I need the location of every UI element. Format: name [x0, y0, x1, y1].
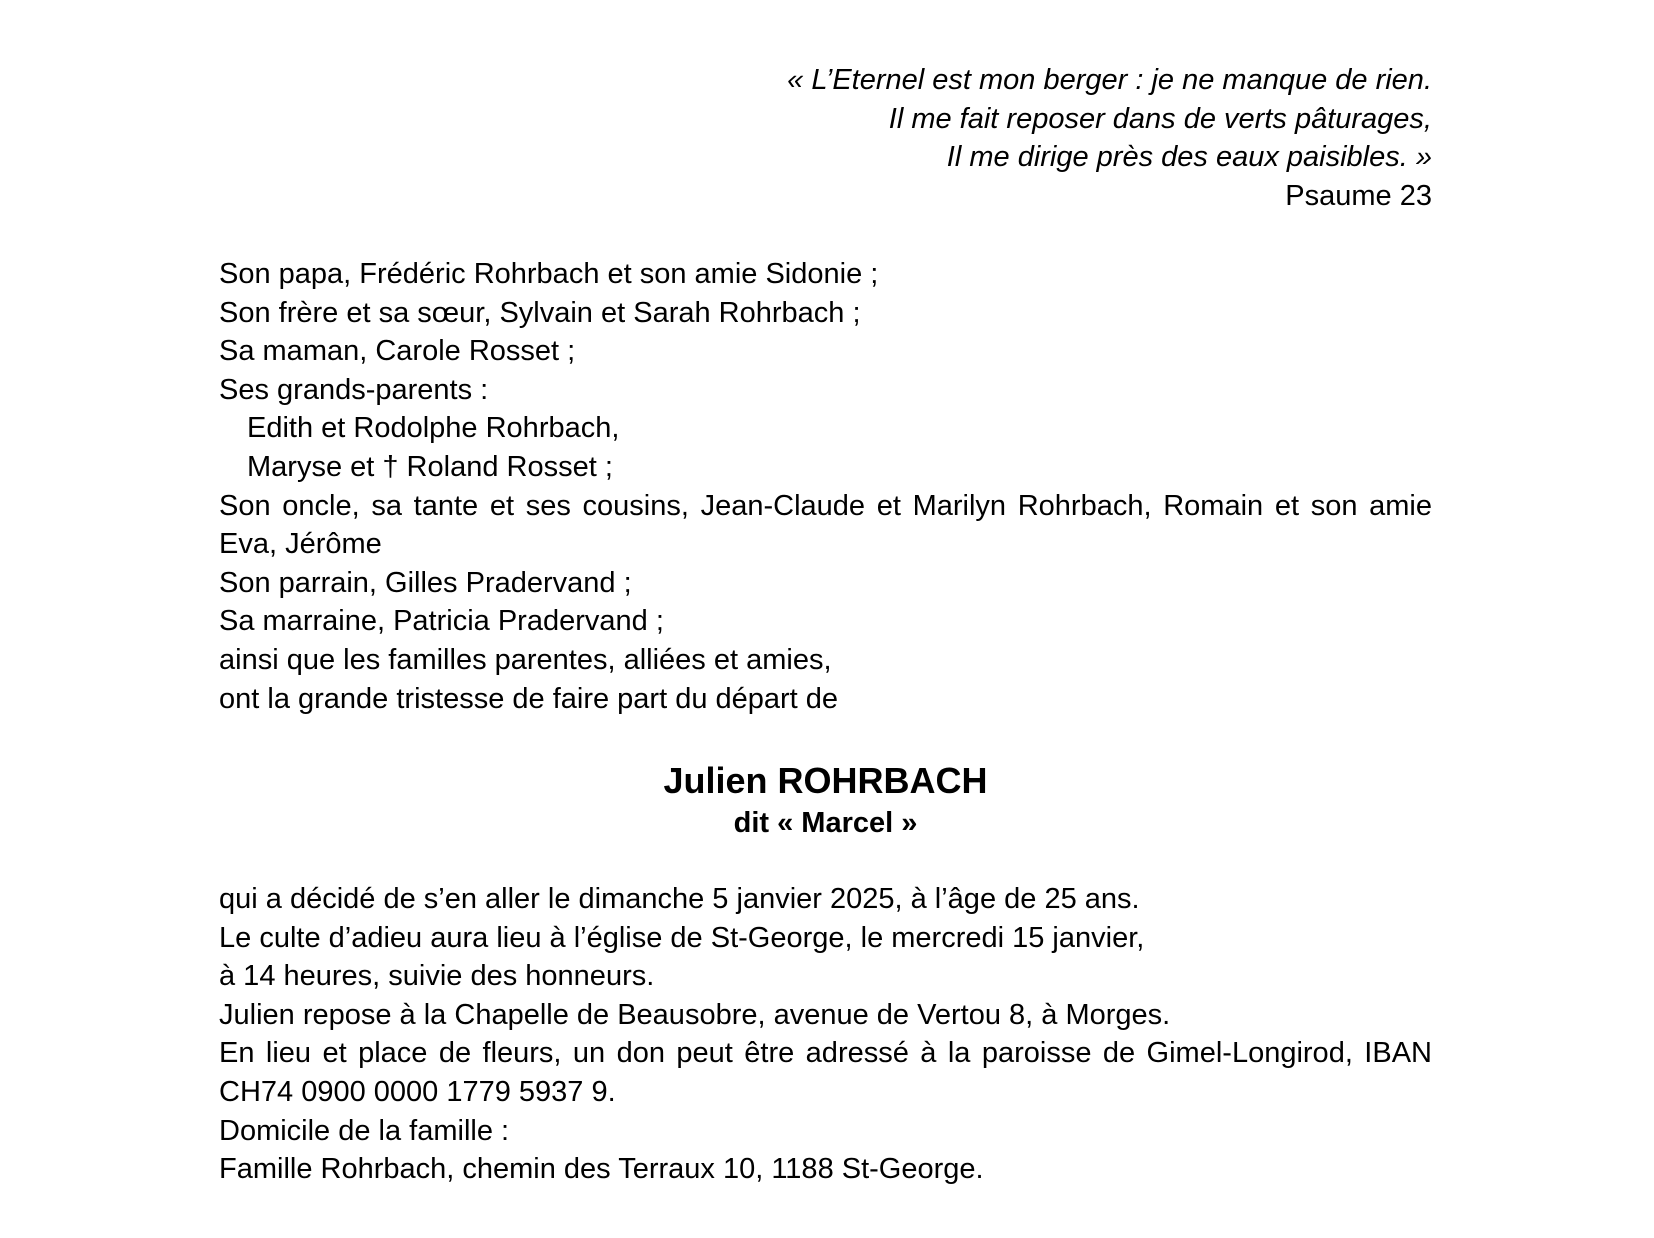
- family-line: Son oncle, sa tante et ses cousins, Jean-Claude et Marilyn Rohrbach, Romain et son amie Eva, Jérôme: [219, 489, 1432, 561]
- family-line: Son parrain, Gilles Pradervand ;: [219, 566, 632, 599]
- deceased-nickname: dit « Marcel »: [733, 807, 918, 839]
- epigraph-verse: Il me dirige près des eaux paisibles. »: [946, 141, 1432, 174]
- family-line: Son frère et sa sœur, Sylvain et Sarah Rohrbach ;: [219, 296, 861, 329]
- detail-line: Le culte d’adieu aura lieu à l’église de St-George, le mercredi 15 janvier,: [219, 921, 1145, 954]
- family-line: ont la grande tristesse de faire part du départ de: [219, 682, 839, 715]
- detail-line: à 14 heures, suivie des honneurs.: [219, 960, 655, 993]
- detail-line: Julien repose à la Chapelle de Beausobre, avenue de Vertou 8, à Morges.: [219, 998, 1171, 1031]
- epigraph-reference: Psaume 23: [1285, 179, 1432, 212]
- detail-line: Famille Rohrbach, chemin des Terraux 10, 1188 St-George.: [219, 1153, 984, 1186]
- psalm-epigraph: [219, 61, 1432, 215]
- epigraph-verse: Il me fait reposer dans de verts pâturages,: [888, 102, 1432, 135]
- family-line: Edith et Rodolphe Rohrbach,: [247, 412, 620, 445]
- epigraph-verse: « L’Eternel est mon berger : je ne manque de rien.: [787, 64, 1432, 96]
- service-details: [219, 880, 1432, 1189]
- detail-line: Domicile de la famille :: [219, 1114, 510, 1147]
- family-line: Maryse et † Roland Rosset ;: [247, 450, 613, 483]
- detail-line: qui a décidé de s’en aller le dimanche 5 janvier 2025, à l’âge de 25 ans.: [219, 883, 1140, 915]
- deceased-name: Julien ROHRBACH: [663, 760, 988, 801]
- family-line: Sa maman, Carole Rosset ;: [219, 335, 576, 368]
- deceased-name-block: [219, 758, 1432, 842]
- family-announcement: [219, 255, 1432, 718]
- family-line: Ses grands-parents :: [219, 373, 489, 406]
- family-line: Son papa, Frédéric Rohrbach et son amie Sidonie ;: [219, 258, 879, 290]
- detail-line: En lieu et place de fleurs, un don peut être adressé à la paroisse de Gimel-Longirod, IBAN CH74 0900 0000 1779 5937 9.: [219, 1037, 1432, 1108]
- family-line: ainsi que les familles parentes, alliées et amies,: [219, 643, 832, 676]
- family-line: Sa marraine, Patricia Pradervand ;: [219, 605, 664, 638]
